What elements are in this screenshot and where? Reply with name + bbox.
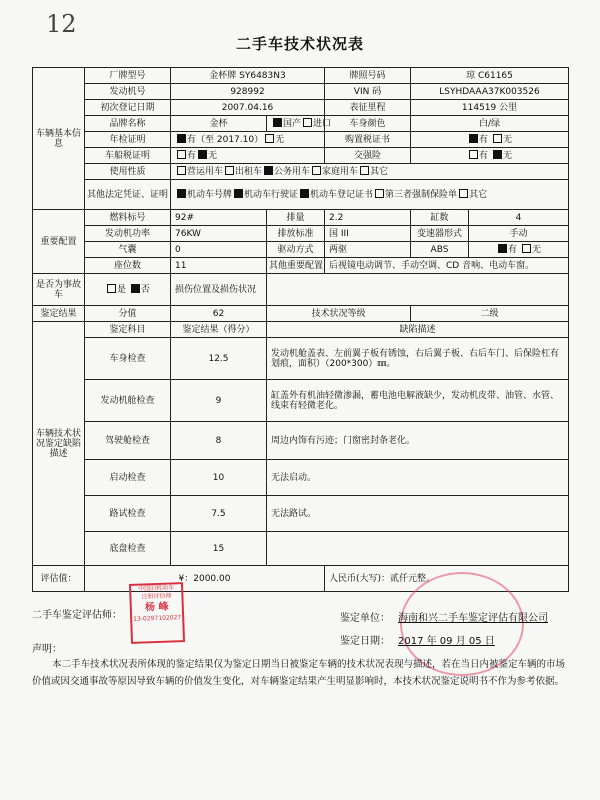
date-value: 2017 年 09 月 05 日 [398, 636, 495, 647]
other-config-value: 后视镜电动调节、手动空调、CD 音响、电动车窗。 [325, 258, 569, 274]
checkbox-usage-4 [312, 166, 321, 175]
grade-label: 鉴定结果 [33, 306, 85, 322]
checkbox-usage-1 [177, 166, 186, 175]
inspection-label: 年检证明 [85, 132, 171, 148]
checkbox-purchase-tax-no [493, 134, 502, 143]
airbag-value: 0 [171, 242, 267, 258]
fuel-label: 燃料标号 [85, 210, 171, 226]
defect-item: 车身检查 [85, 338, 171, 380]
power-value: 76KW [171, 226, 267, 242]
drive-value: 两驱 [325, 242, 411, 258]
defect-desc: 无法路试。 [267, 496, 569, 532]
checkbox-docs-2 [234, 189, 243, 198]
level-label: 技术状况等级 [267, 306, 411, 322]
gearbox-value: 手动 [469, 226, 569, 242]
defect-item: 启动检查 [85, 460, 171, 496]
usage-field: 营运用车 出租车 公务用车 家庭用车 其它 [171, 164, 569, 180]
declaration-title: 声明： [32, 644, 62, 655]
docs-field: 机动车号牌 机动车行驶证 机动车登记证书 第三者强制保险单 其它 [171, 180, 569, 210]
checkbox-insurance-no [493, 150, 502, 159]
vehicle-condition-table [32, 67, 569, 592]
seats-value: 11 [171, 258, 267, 274]
score-label: 分值 [85, 306, 171, 322]
score-value: 62 [171, 306, 267, 322]
defect-score: 12.5 [171, 338, 267, 380]
defect-desc: 无法启动。 [267, 460, 569, 496]
abs-label: ABS [411, 242, 469, 258]
checkbox-accident-yes [107, 284, 116, 293]
origin-field: 国产 进口 [267, 116, 325, 132]
color-label: 车身颜色 [325, 116, 411, 132]
checkbox-purchase-tax-yes [469, 134, 478, 143]
handwritten-page-number: 12 [46, 10, 77, 38]
docs-label: 其他法定凭证、证明 [85, 180, 171, 210]
valuation-label: 评估值： [33, 566, 85, 592]
defect-desc: 周边内饰有污迹；门窗密封条老化。 [267, 422, 569, 460]
purchase-tax-label: 购置税证书 [325, 132, 411, 148]
inspection-field: 有（至 2017.10） 无 [171, 132, 325, 148]
brand-name-value: 金杯 [171, 116, 267, 132]
section-config: 重要配置 [33, 210, 85, 274]
engine-label: 发动机号 [85, 84, 171, 100]
vin-label: VIN 码 [325, 84, 411, 100]
defect-desc [267, 532, 569, 566]
page-title: 二手车技术状况表 [235, 35, 364, 53]
defects-head-result: 鉴定结果（得分） [171, 322, 267, 338]
damage-position-value [267, 274, 569, 306]
checkbox-accident-no [131, 284, 140, 293]
drive-label: 驱动方式 [267, 242, 325, 258]
gearbox-label: 变速器形式 [411, 226, 469, 242]
defect-score: 10 [171, 460, 267, 496]
mileage-label: 表征里程 [325, 100, 411, 116]
brand-name-label: 品牌名称 [85, 116, 171, 132]
abs-field: 有 无 [469, 242, 569, 258]
plate-value: 琼 C61165 [411, 68, 569, 84]
defects-head-item: 鉴定科目 [85, 322, 171, 338]
mileage-value: 114519 公里 [411, 100, 569, 116]
checkbox-import [303, 118, 312, 127]
insurance-label: 交强险 [325, 148, 411, 164]
power-label: 发动机功率 [85, 226, 171, 242]
defect-score: 7.5 [171, 496, 267, 532]
defect-item: 驾驶舱检查 [85, 422, 171, 460]
checkbox-docs-1 [177, 189, 186, 198]
section-defects: 车辆技术状况鉴定缺陷描述 [33, 322, 85, 566]
appraiser-stamp: 中国旧机动车 注册评估师 杨 峰 13-0297102027 [129, 582, 185, 644]
checkbox-vehicle-tax-no [198, 150, 207, 159]
plate-label: 牌照号码 [325, 68, 411, 84]
defect-score: 15 [171, 532, 267, 566]
checkbox-inspection-yes [177, 134, 186, 143]
checkbox-usage-5 [360, 166, 369, 175]
vehicle-tax-field: 有 无 [171, 148, 325, 164]
checkbox-usage-3 [264, 166, 273, 175]
level-value: 二级 [411, 306, 569, 322]
accident-label: 是否为事故车 [33, 274, 85, 306]
emission-label: 排放标准 [267, 226, 325, 242]
checkbox-insurance-yes [469, 150, 478, 159]
appraiser-label: 二手车鉴定评估师： [32, 610, 122, 621]
defect-desc: 缸盖外有机油轻微渗漏，蓄电池电解液缺少，发动机皮带、油管、水管、线束有轻微老化。 [267, 380, 569, 422]
checkbox-usage-2 [225, 166, 234, 175]
defect-item: 路试检查 [85, 496, 171, 532]
checkbox-docs-4 [375, 189, 384, 198]
color-value: 白/绿 [411, 116, 569, 132]
brand-value: 金杯牌 SY6483N3 [171, 68, 325, 84]
vin-value: LSYHDAAA37K003526 [411, 84, 569, 100]
displacement-label: 排量 [267, 210, 325, 226]
defect-item: 发动机舱检查 [85, 380, 171, 422]
cylinders-label: 缸数 [411, 210, 469, 226]
unit-value: 海南和兴二手车鉴定评估有限公司 [398, 613, 548, 624]
checkbox-docs-3 [300, 189, 309, 198]
purchase-tax-field: 有 无 [411, 132, 569, 148]
vehicle-tax-label: 车船税证明 [85, 148, 171, 164]
emission-value: 国 III [325, 226, 411, 242]
valuation-value: ¥：2000.00 [85, 566, 325, 592]
date-label: 鉴定日期： [340, 636, 390, 647]
unit-label: 鉴定单位： [340, 613, 390, 624]
declaration-text: 本二手车技术状况表所体现的鉴定结果仅为鉴定日期当日被鉴定车辆的技术状况表现与描述，若在当日内被鉴定车辆的市场价值或因交通事故等原因导致车辆的价值发生变化，对车辆鉴定结果产生明显影响时，本技术状况鉴定说明书不作为参考依据。 [32, 659, 566, 687]
valuation-capital: 人民币(大写)：贰仟元整。 [325, 566, 569, 592]
reg-date-label: 初次登记日期 [85, 100, 171, 116]
fuel-value: 92# [171, 210, 267, 226]
checkbox-abs-yes [498, 244, 507, 253]
airbag-label: 气囊 [85, 242, 171, 258]
defect-score: 8 [171, 422, 267, 460]
insurance-field: 有 无 [411, 148, 569, 164]
damage-position-label: 损伤位置及损伤状况 [171, 274, 267, 306]
section-basic-info: 车辆基本信息 [33, 68, 85, 210]
checkbox-docs-5 [459, 189, 468, 198]
displacement-value: 2.2 [325, 210, 411, 226]
checkbox-domestic [273, 118, 282, 127]
reg-date-value: 2007.04.16 [171, 100, 325, 116]
defect-item: 底盘检查 [85, 532, 171, 566]
checkbox-vehicle-tax-yes [177, 150, 186, 159]
usage-label: 使用性质 [85, 164, 171, 180]
defect-desc: 发动机舱盖表、左前翼子板有锈蚀，右后翼子板、右后车门、后保险杠有划痕，面积）（200*300）㎜。 [267, 338, 569, 380]
brand-label: 厂牌型号 [85, 68, 171, 84]
seats-label: 座位数 [85, 258, 171, 274]
checkbox-inspection-no [265, 134, 274, 143]
defect-score: 9 [171, 380, 267, 422]
other-config-label: 其他重要配置 [267, 258, 325, 274]
accident-field: 是 否 [85, 274, 171, 306]
defects-head-desc: 缺陷描述 [267, 322, 569, 338]
engine-value: 928992 [171, 84, 325, 100]
checkbox-abs-no [522, 244, 531, 253]
cylinders-value: 4 [469, 210, 569, 226]
